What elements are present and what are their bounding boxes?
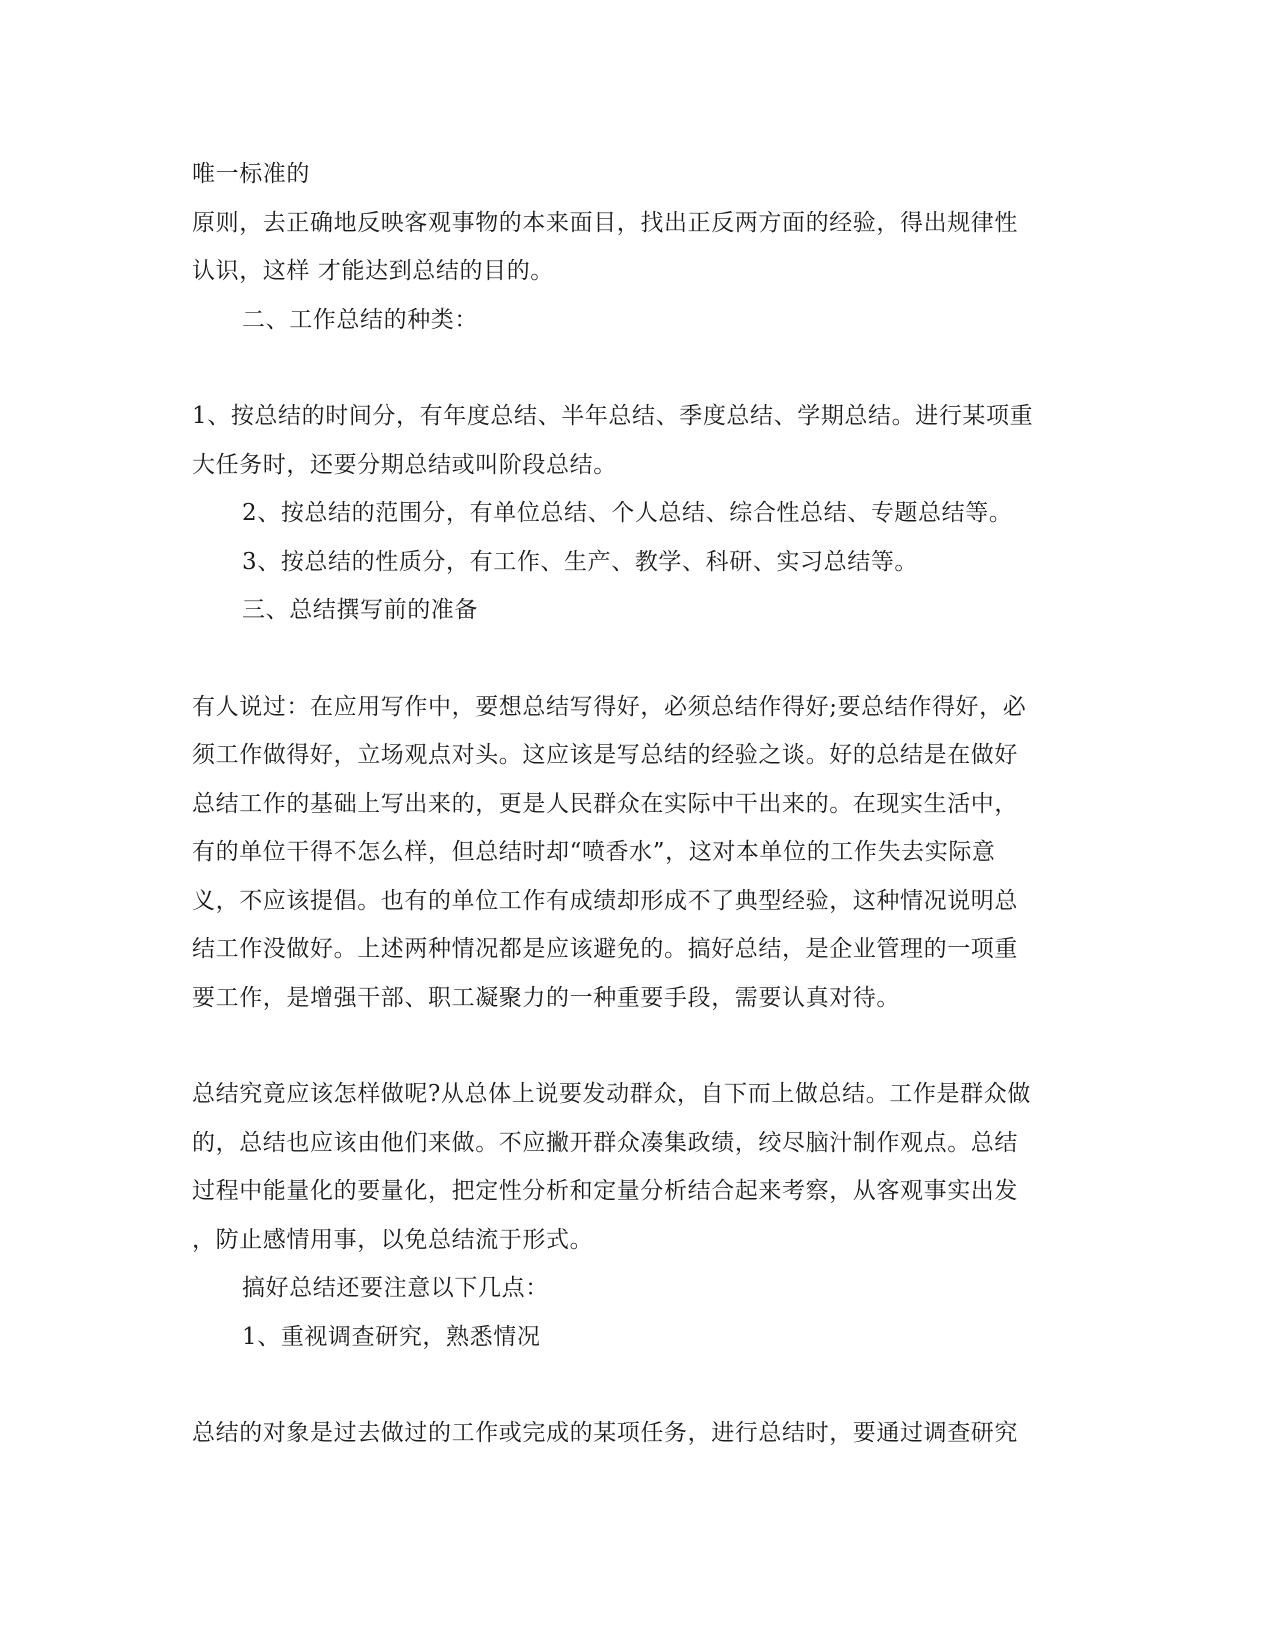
- paragraph: [192, 392, 1092, 489]
- text-line: 二、工作总结的种类：: [242, 306, 478, 333]
- paragraph: [192, 538, 1092, 587]
- paragraph: [192, 150, 1092, 199]
- paragraph: [192, 1409, 1092, 1458]
- text-line: 总结究竟应该怎样做呢?从总体上说要发动群众，自下而上做总结。工作是群众做: [192, 1081, 1031, 1107]
- text-line: 义，不应该提倡。也有的单位工作有成绩却形成不了典型经验，这种情况说明总: [192, 887, 1018, 914]
- text-line: 总结的对象是过去做过的工作或完成的某项任务，进行总结时，要通过调查研究: [192, 1420, 1018, 1446]
- text-line: 要工作，是增强干部、职工凝聚力的一种重要手段，需要认真对待。: [192, 984, 900, 1011]
- paragraph-spacer: [192, 635, 1092, 683]
- text-line: 的，总结也应该由他们来做。不应撇开群众凑集政绩，绞尽脑汁制作观点。总结: [192, 1129, 1018, 1156]
- text-line: 结工作没做好。上述两种情况都是应该避免的。搞好总结，是企业管理的一项重: [192, 936, 1018, 962]
- paragraph: [192, 489, 1092, 538]
- paragraph-spacer: [192, 1361, 1092, 1409]
- text-line: 三、总结撰写前的准备: [242, 597, 478, 623]
- text-line: 总结工作的基础上写出来的，更是人民群众在实际中干出来的。在现实生活中，: [192, 790, 1018, 817]
- text-line: 唯一标准的: [192, 161, 310, 187]
- paragraph-spacer: [192, 1022, 1092, 1070]
- text-line: ，防止感情用事，以免总结流于形式。: [192, 1226, 594, 1253]
- text-line: 有的单位干得不怎么样，但总结时却“喷香水”，这对本单位的工作失去实际意: [192, 839, 996, 865]
- paragraph: [192, 683, 1092, 1023]
- text-line: 3、按总结的性质分，有工作、生产、教学、科研、实习总结等。: [242, 548, 919, 575]
- text-line: 1、按总结的时间分，有年度总结、半年总结、季度总结、学期总结。进行某项重: [192, 403, 1034, 429]
- paragraph: [192, 1313, 1092, 1362]
- text-line: 过程中能量化的要量化，把定性分析和定量分析结合起来考察，从客观事实出发: [192, 1178, 1018, 1204]
- text-line: 有人说过：在应用写作中，要想总结写得好，必须总结作得好;要总结作得好，必: [192, 693, 1027, 720]
- paragraph: [192, 296, 1092, 345]
- text-line: 搞好总结还要注意以下几点：: [242, 1275, 549, 1301]
- text-line: 须工作做得好，立场观点对头。这应该是写总结的经验之谈。好的总结是在做好: [192, 742, 1018, 768]
- paragraph: [192, 199, 1092, 296]
- paragraph: [192, 1070, 1092, 1264]
- document-body: [192, 150, 1092, 1458]
- text-line: 认识，这样 才能达到总结的目的。: [192, 258, 554, 284]
- text-line: 1、重视调查研究，熟悉情况: [242, 1323, 541, 1350]
- paragraph-spacer: [192, 344, 1092, 392]
- text-line: 2、按总结的范围分，有单位总结、个人总结、综合性总结、专题总结等。: [242, 500, 1013, 526]
- text-line: 原则，去正确地反映客观事物的本来面目，找出正反两方面的经验，得出规律性: [192, 209, 1018, 236]
- text-line: 大任务时，还要分期总结或叫阶段总结。: [192, 451, 617, 478]
- paragraph: [192, 586, 1092, 635]
- paragraph: [192, 1264, 1092, 1313]
